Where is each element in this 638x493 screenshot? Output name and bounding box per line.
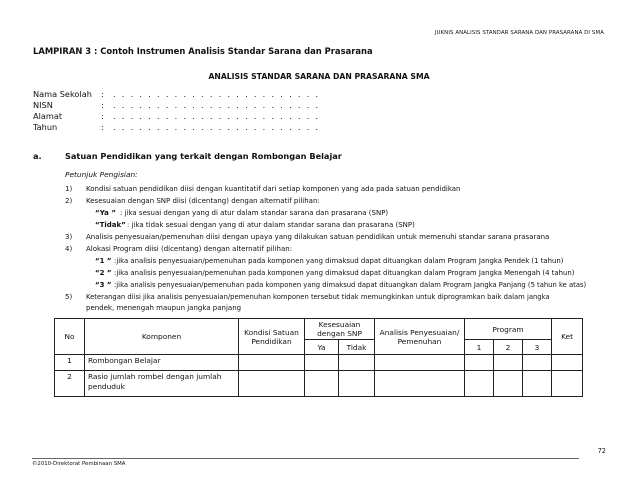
header-komponen: Komponen	[85, 319, 239, 355]
header-analisis: Analisis Penyesuaian/ Pemenuhan	[375, 319, 465, 355]
page-number: 72	[597, 447, 606, 455]
option-key: “2 ”	[95, 269, 112, 277]
footer-text: ©2010-Direktorat Pembinaan SMA	[32, 461, 126, 467]
identity-row-tahun	[33, 122, 320, 132]
analysis-table	[54, 318, 583, 397]
row-komponen: Rombongan Belajar	[85, 355, 239, 371]
header-no: No	[55, 319, 85, 355]
instruction-number: 3)	[65, 233, 73, 241]
cell-kondisi[interactable]	[239, 355, 305, 371]
identity-colon: :	[101, 122, 104, 132]
footer-divider	[32, 458, 579, 459]
option-text: : jika sesuai dengan yang di atur dalam standar sarana dan prasarana (SNP)	[120, 209, 389, 217]
identity-label: Alamat	[33, 111, 63, 121]
cell-program-3[interactable]	[523, 371, 552, 397]
cell-program-1[interactable]	[465, 355, 494, 371]
header-program-3: 3	[523, 340, 552, 355]
cell-ya[interactable]	[305, 371, 339, 397]
identity-colon: :	[101, 111, 104, 121]
row-komponen: Rasio jumlah rombel dengan jumlah penduduk	[85, 371, 239, 397]
header-program: Program	[465, 319, 552, 340]
section-title: Satuan Pendidikan yang terkait dengan Rombongan Belajar	[65, 151, 342, 161]
instruction-number: 2)	[65, 197, 73, 205]
header-tidak: Tidak	[339, 340, 375, 355]
section-letter: a.	[33, 151, 42, 161]
cell-program-1[interactable]	[465, 371, 494, 397]
instruction-number: 5)	[65, 293, 73, 301]
table-row	[55, 355, 583, 371]
instruction-text: Analisis penyesuaian/pemenuhan diisi dengan upaya yang dilakukan satuan pendidikan untuk memenuhi standar sarana prasarana	[86, 233, 550, 241]
identity-row-alamat	[33, 111, 320, 121]
identity-fill-line: . . . . . . . . . . . . . . . . . . . . . . . .	[113, 100, 320, 110]
identity-fill-line: . . . . . . . . . . . . . . . . . . . . . . . .	[113, 122, 320, 132]
cell-ket[interactable]	[552, 371, 583, 397]
running-header: JUKNIS ANALISIS STANDAR SARANA DAN PRASARANA DI SMA	[434, 30, 604, 36]
cell-tidak[interactable]	[339, 355, 375, 371]
cell-kondisi[interactable]	[239, 371, 305, 397]
header-program-2: 2	[494, 340, 523, 355]
header-kondisi: Kondisi Satuan Pendidikan	[239, 319, 305, 355]
option-key: “Ya ”	[95, 209, 116, 217]
option-text: :jika analisis penyesuaian/pemenuhan pada komponen yang dimaksud dapat dituangkan dalam Program Jangka Pendek (1 tahun)	[114, 257, 564, 265]
cell-program-3[interactable]	[523, 355, 552, 371]
lampiran-heading: LAMPIRAN 3 : Contoh Instrumen Analisis Standar Sarana dan Prasarana	[33, 46, 373, 56]
cell-ya[interactable]	[305, 355, 339, 371]
identity-fill-line: . . . . . . . . . . . . . . . . . . . . . . . .	[113, 89, 320, 99]
identity-colon: :	[101, 89, 104, 99]
header-ket: Ket	[552, 319, 583, 355]
instruction-number: 1)	[65, 185, 73, 193]
instruction-text-continued: pendek, menengah maupun jangka panjang	[86, 304, 242, 312]
header-kesesuaian: Kesesuaian dengan SNP	[305, 319, 375, 340]
cell-ket[interactable]	[552, 355, 583, 371]
row-no: 2	[55, 371, 85, 397]
instruction-text: Alokasi Program diisi (dicentang) dengan alternatif pilihan:	[86, 245, 293, 253]
option-key: “1 ”	[95, 257, 112, 265]
cell-analisis[interactable]	[375, 355, 465, 371]
instructions-heading: Petunjuk Pengisian:	[65, 170, 138, 179]
identity-row-nisn	[33, 100, 320, 110]
cell-program-2[interactable]	[494, 371, 523, 397]
identity-row-nama-sekolah	[33, 89, 320, 99]
instruction-number: 4)	[65, 245, 73, 253]
instruction-text: Keterangan diisi jika analisis penyesuaian/pemenuhan komponen tersebut tidak memungkinkan untuk diprogramkan baik dalam jangka	[86, 293, 550, 301]
header-ya: Ya	[305, 340, 339, 355]
section-heading	[33, 151, 342, 161]
option-key: “Tidak”	[95, 221, 126, 229]
identity-colon: :	[101, 100, 104, 110]
instruction-text: Kesesuaian dengan SNP diisi (dicentang) dengan alternatif pilihan:	[86, 197, 320, 205]
identity-label: NISN	[33, 100, 53, 110]
option-text: :jika analisis penyesuaian/pemenuhan pada komponen yang dimaksud dapat dituangkan dalam Program Jangka Menengah (4 tahun)	[114, 269, 575, 277]
option-text: : jika tidak sesuai dengan yang di atur dalam standar sarana dan prasarana (SNP)	[127, 221, 415, 229]
option-key: “3 ”	[95, 281, 112, 289]
page-title: ANALISIS STANDAR SARANA DAN PRASARANA SMA	[208, 72, 430, 81]
row-no: 1	[55, 355, 85, 371]
identity-label: Tahun	[33, 122, 58, 132]
cell-analisis[interactable]	[375, 371, 465, 397]
identity-label: Nama Sekolah	[33, 89, 92, 99]
option-text: :jika analisis penyesuaian/pemenuhan pada komponen yang dimaksud dapat dituangkan dalam Program Jangka Panjang (5 tahun ke atas)	[114, 281, 587, 289]
identity-fill-line: . . . . . . . . . . . . . . . . . . . . . . . .	[113, 111, 320, 121]
cell-program-2[interactable]	[494, 355, 523, 371]
cell-tidak[interactable]	[339, 371, 375, 397]
table-row	[55, 371, 583, 397]
header-program-1: 1	[465, 340, 494, 355]
instruction-text: Kondisi satuan pendidikan diisi dengan kuantitatif dari setiap komponen yang ada pada satuan pendidikan	[86, 185, 461, 193]
